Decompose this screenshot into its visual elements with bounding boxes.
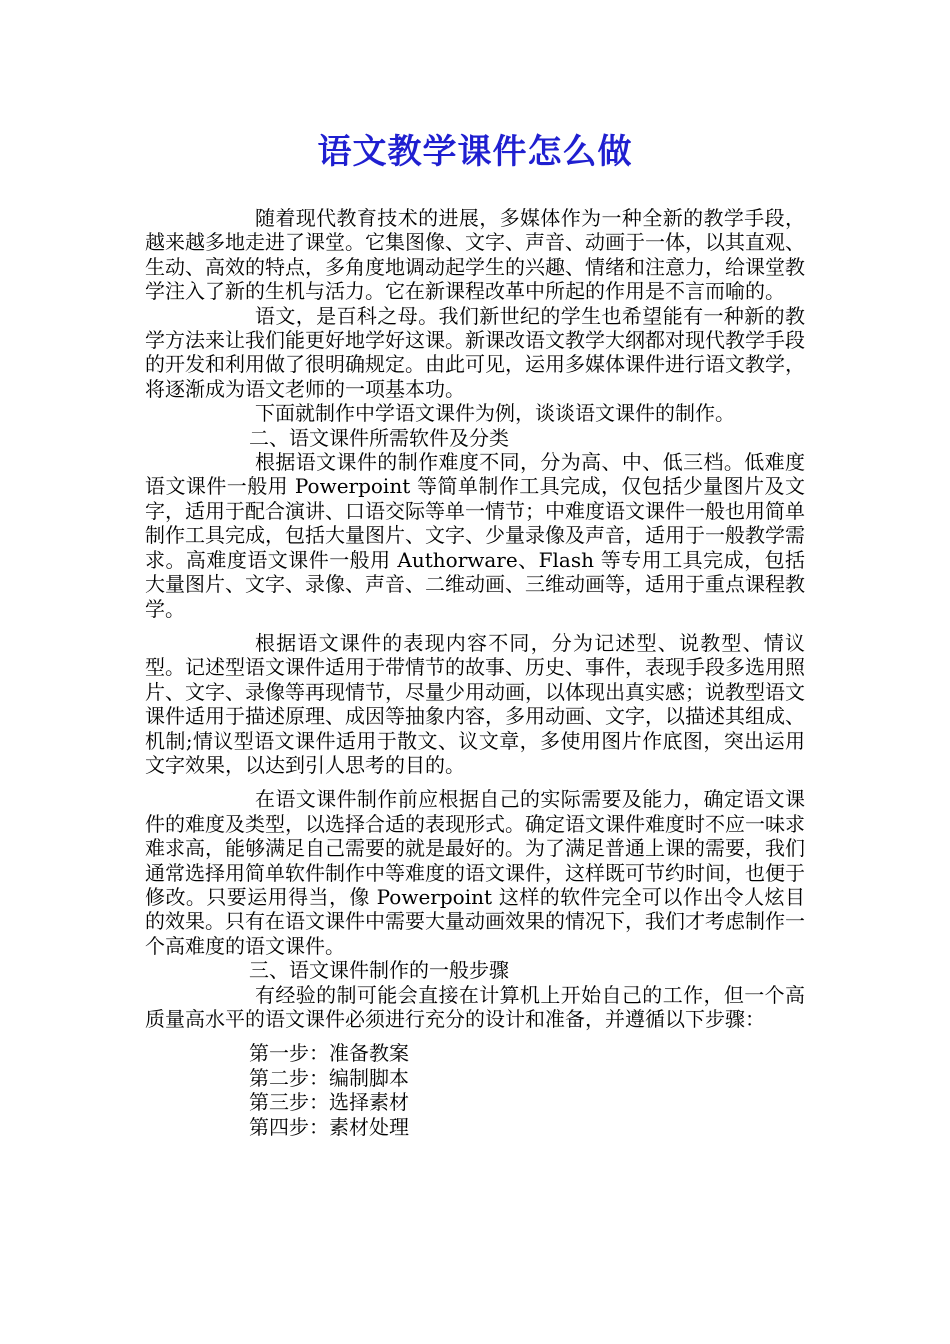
paragraph-steps-intro: 有经验的制可能会直接在计算机上开始自己的工作，但一个高质量高水平的语文课件必须进行充分的设计和准备，并遵循以下步骤： (145, 982, 805, 1031)
step-item: 第二步：编制脚本 (249, 1065, 409, 1090)
section-heading-software: 二、语文课件所需软件及分类 (249, 425, 509, 450)
paragraph-lead-in: 下面就制作中学语文课件为例，谈谈语文课件的制作。 (255, 401, 735, 426)
paragraph-difficulty: 根据语文课件的制作难度不同，分为高、中、低三档。低难度语文课件一般用 Powerpoint 等简单制作工具完成，仅包括少量图片及文字，适用于配合演讲、口语交际等单一情节；中难度语文课件一般也用简单制作工具完成，包括大量图片、文字、少量录像及声音，适用于一般教学需求。高难度语文课件一般用 Authorware、Flash 等专用工具完成，包括大量图片、文字、录像、声音、二维动画、三维动画等，适用于重点课程教学。 (145, 450, 805, 621)
section-heading-steps: 三、语文课件制作的一般步骤 (249, 958, 509, 983)
paragraph-chinese-subject: 语文，是百科之母。我们新世纪的学生也希望能有一种新的教学方法来让我们能更好地学好这课。新课改语文教学大纲都对现代教学手段的开发和利用做了很明确规定。由此可见，运用多媒体课件进行语文教学，将逐渐成为语文老师的一项基本功。 (145, 303, 805, 401)
paragraph-choose-type: 在语文课件制作前应根据自己的实际需要及能力，确定语文课件的难度及类型，以选择合适的表现形式。确定语文课件难度时不应一味求难求高，能够满足自己需要的就是最好的。为了满足普通上课的需要，我们通常选择用简单软件制作中等难度的语文课件，这样既可节约时间，也便于修改。只要运用得当，像 Powerpoint 这样的软件完全可以作出令人炫目的效果。只有在语文课件中需要大量动画效果的情况下，我们才考虑制作一个高难度的语文课件。 (145, 787, 805, 958)
paragraph-intro: 随着现代教育技术的进展，多媒体作为一种全新的教学手段，越来越多地走进了课堂。它集图像、文字、声音、动画于一体，以其直观、生动、高效的特点，多角度地调动起学生的兴趣、情绪和注意力，给课堂教学注入了新的生机与活力。它在新课程改革中所起的作用是不言而喻的。 (145, 206, 805, 304)
step-item: 第三步：选择素材 (249, 1090, 409, 1115)
document-page (145, 120, 805, 1139)
step-item: 第一步：准备教案 (249, 1041, 409, 1066)
paragraph-content-types: 根据语文课件的表现内容不同，分为记述型、说教型、情议型。记述型语文课件适用于带情节的故事、历史、事件，表现手段多选用照片、文字、录像等再现情节，尽量少用动画，以体现出真实感；说教型语文课件适用于描述原理、成因等抽象内容，多用动画、文字，以描述其组成、机制;情议型语文课件适用于散文、议文章，多使用图片作底图，突出运用文字效果，以达到引人思考的目的。 (145, 630, 805, 777)
document-title: 语文教学课件怎么做 (317, 132, 633, 172)
step-item: 第四步：素材处理 (249, 1114, 409, 1139)
